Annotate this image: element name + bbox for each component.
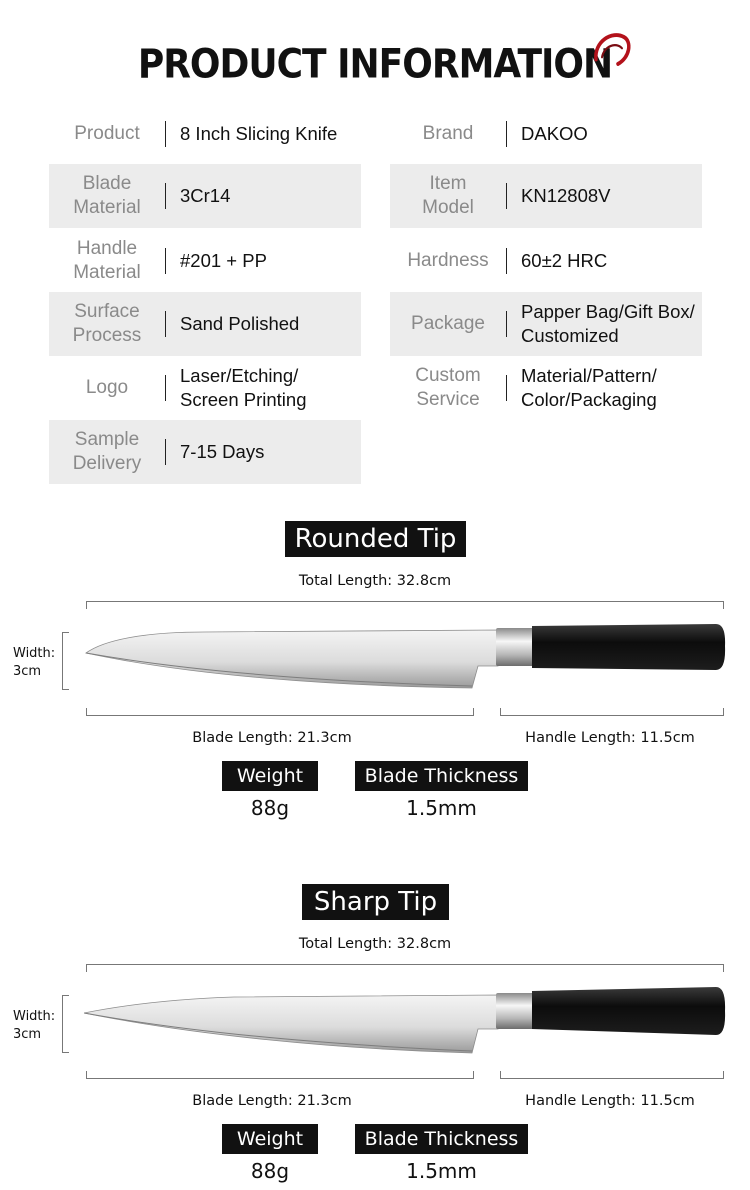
width-bracket: [62, 632, 69, 690]
spec-label: Sample Delivery: [72, 429, 142, 474]
handle-length-bracket: [500, 708, 724, 716]
width-bracket: [62, 995, 69, 1053]
spec-row-blade-material: [49, 164, 361, 228]
divider: [165, 183, 166, 209]
spec-value: DAKOO: [521, 123, 588, 144]
spec-row-hardness: [390, 229, 702, 293]
divider: [165, 121, 166, 147]
handle-length-bracket: [500, 1071, 724, 1079]
width-label: Width: 3cm: [13, 646, 56, 679]
spec-value: 8 Inch Slicing Knife: [180, 123, 338, 144]
spec-label: Product: [74, 123, 140, 144]
spec-value: #201 + PP: [180, 250, 267, 271]
weight-value: 88g: [250, 1159, 290, 1183]
handle-length-label: Handle Length: 11.5cm: [525, 730, 695, 746]
blade-length-bracket: [86, 1071, 474, 1079]
spec-label: Brand: [422, 123, 474, 144]
spec-value: KN12808V: [521, 185, 611, 206]
spec-label: Surface Process: [72, 301, 142, 346]
divider: [165, 375, 166, 401]
page-title: [138, 42, 612, 88]
spec-value: 7-15 Days: [180, 441, 265, 462]
spec-label: Blade Material: [73, 173, 141, 218]
thickness-value: 1.5mm: [406, 1159, 477, 1183]
total-length-label: Total Length: 32.8cm: [298, 573, 452, 589]
weight-value: 88g: [250, 796, 290, 820]
divider: [506, 183, 507, 209]
page-title-text: PRODUCT INFORMATION: [137, 41, 613, 88]
blade-length-label: Blade Length: 21.3cm: [192, 730, 352, 746]
spec-value: Papper Bag/Gift Box/ Customized: [521, 301, 695, 346]
spec-row-item-model: [390, 164, 702, 228]
divider: [165, 248, 166, 274]
spec-value: Sand Polished: [180, 313, 300, 334]
spec-label: Custom Service: [415, 365, 481, 410]
thickness-label: Blade Thickness: [355, 761, 528, 791]
brand-swoosh-icon: [590, 26, 634, 75]
spec-row-custom-service: [390, 356, 702, 420]
thickness-value: 1.5mm: [406, 796, 477, 820]
spec-value: 3Cr14: [180, 185, 231, 206]
spec-row-logo: [49, 356, 361, 420]
blade-length-bracket: [86, 708, 474, 716]
spec-value: Material/Pattern/ Color/Packaging: [521, 365, 657, 410]
total-length-bracket: [86, 601, 724, 609]
divider: [506, 375, 507, 401]
divider: [165, 439, 166, 465]
spec-row-surface-process: [49, 292, 361, 356]
divider: [506, 121, 507, 147]
spec-row-sample-delivery: [49, 420, 361, 484]
spec-row-brand: [390, 102, 702, 166]
spec-label: Logo: [85, 377, 129, 398]
variant-title: Rounded Tip: [285, 521, 466, 557]
blade-length-label: Blade Length: 21.3cm: [192, 1093, 352, 1109]
knife-rounded-tip-image: [84, 620, 729, 692]
spec-value: 60±2 HRC: [521, 250, 608, 271]
spec-row-handle-material: [49, 229, 361, 293]
spec-row-product: [49, 102, 361, 166]
divider: [165, 311, 166, 337]
spec-label: Hardness: [407, 250, 489, 271]
divider: [506, 311, 507, 337]
handle-length-label: Handle Length: 11.5cm: [525, 1093, 695, 1109]
variant-title: Sharp Tip: [302, 884, 449, 920]
spec-row-package: [390, 292, 702, 356]
weight-label: Weight: [222, 761, 318, 791]
knife-sharp-tip-image: [84, 983, 729, 1055]
spec-value: Laser/Etching/ Screen Printing: [180, 365, 307, 410]
width-label: Width: 3cm: [13, 1009, 56, 1042]
spec-label: Handle Material: [73, 238, 141, 283]
spec-label: Item Model: [422, 173, 474, 218]
weight-label: Weight: [222, 1124, 318, 1154]
thickness-label: Blade Thickness: [355, 1124, 528, 1154]
total-length-bracket: [86, 964, 724, 972]
divider: [506, 248, 507, 274]
page-header: [0, 41, 750, 88]
total-length-label: Total Length: 32.8cm: [298, 936, 452, 952]
spec-label: Package: [411, 313, 485, 334]
